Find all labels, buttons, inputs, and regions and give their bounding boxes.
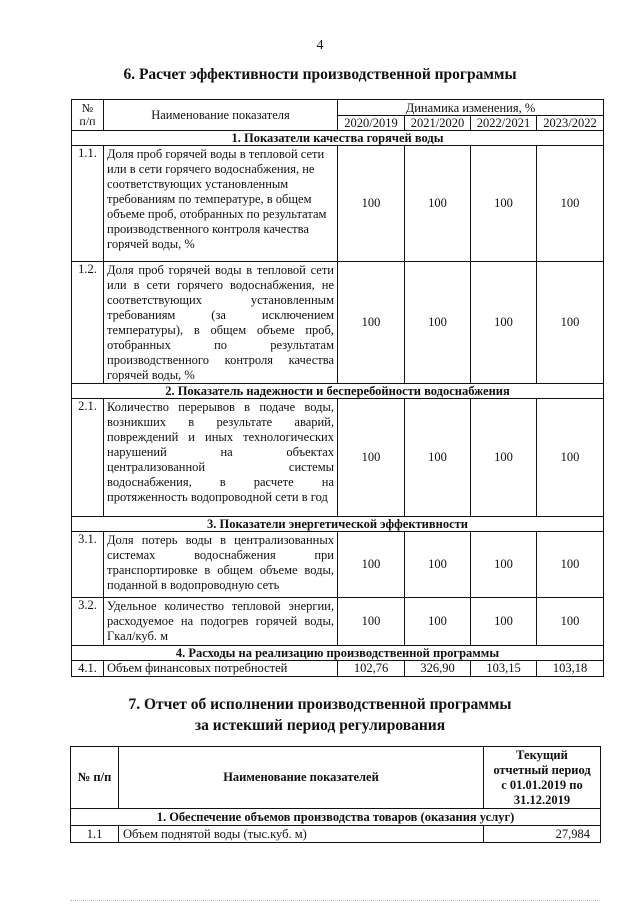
- row-value: 100: [471, 399, 537, 517]
- section-7-title-line2: за истекший период регулирования: [194, 717, 446, 734]
- row-value: 103,18: [537, 661, 604, 677]
- row-value: 100: [537, 532, 604, 598]
- header-period: Текущий отчетный период с 01.01.2019 по 31.12.2019: [484, 747, 601, 809]
- header-year: 2023/2022: [537, 116, 604, 131]
- row-name: Удельное количество тепловой энергии, расходуемое на подогрев горячей воды, Гкал/куб. м: [104, 598, 338, 646]
- section-6-title: 6. Расчет эффективности производственной программы: [123, 66, 517, 83]
- row-value: 100: [537, 598, 604, 646]
- page-number: 4: [316, 38, 324, 53]
- row-name: Доля проб горячей воды в тепловой сети или в сети горячего водоснабжения, не соответствующих установленным требованиям по температуре, в общем объеме проб, отобранных по результатам производственного контроля качества горячей воды, %: [104, 146, 338, 262]
- header-year: 2021/2020: [405, 116, 471, 131]
- table-row: [72, 399, 604, 517]
- header-name: Наименование показателей: [119, 747, 484, 809]
- section-7-title-line1: 7. Отчет об исполнении производственной программы: [128, 696, 512, 713]
- row-name: Объем поднятой воды (тыс.куб. м): [119, 826, 484, 843]
- page-bottom-divider: [70, 900, 600, 901]
- header-num: № п/п: [72, 100, 104, 131]
- group-title: 3. Показатели энергетической эффективности: [72, 517, 604, 532]
- row-name: Доля проб горячей воды в тепловой сети или в сети горячего водоснабжения, не соответствующих установленным требованиям (за исключением температуры), в общем объеме проб, отобранных по результатам производственного контроля качества горячей воды, %: [104, 262, 338, 384]
- row-value: 100: [338, 399, 405, 517]
- table-row: [72, 598, 604, 646]
- row-value: 100: [471, 532, 537, 598]
- row-num: 3.2.: [72, 598, 104, 646]
- group-title: 1. Обеспечение объемов производства товаров (оказания услуг): [71, 809, 601, 826]
- group-title: 2. Показатель надежности и бесперебойности водоснабжения: [72, 384, 604, 399]
- row-num: 1.2.: [72, 262, 104, 384]
- header-name: Наименование показателя: [104, 100, 338, 131]
- row-value: 100: [537, 146, 604, 262]
- row-value: 326,90: [405, 661, 471, 677]
- header-num: № п/п: [71, 747, 119, 809]
- row-value: 100: [471, 598, 537, 646]
- table-row: [71, 826, 601, 843]
- table-row: [72, 262, 604, 384]
- section-7-title: [0, 694, 640, 736]
- row-value: 100: [405, 598, 471, 646]
- efficiency-table: [71, 99, 604, 677]
- row-value: 100: [537, 399, 604, 517]
- row-value: 100: [405, 262, 471, 384]
- row-value: 100: [405, 399, 471, 517]
- row-value: 102,76: [338, 661, 405, 677]
- header-year: 2022/2021: [471, 116, 537, 131]
- group-title: 1. Показатели качества горячей воды: [72, 131, 604, 146]
- row-name: Количество перерывов в подаче воды, возникших в результате аварий, повреждений и иных технологических нарушений на объектах централизованной системы водоснабжения, в расчете на протяженность водопроводной сети в год: [104, 399, 338, 517]
- row-num: 2.1.: [72, 399, 104, 517]
- header-year: 2020/2019: [338, 116, 405, 131]
- row-value: 100: [537, 262, 604, 384]
- row-value: 100: [338, 598, 405, 646]
- row-num: 4.1.: [72, 661, 104, 677]
- table-row: [72, 661, 604, 677]
- row-value: 100: [405, 532, 471, 598]
- header-dynamics: Динамика изменения, %: [338, 100, 604, 116]
- row-num: 3.1.: [72, 532, 104, 598]
- row-value: 100: [471, 146, 537, 262]
- report-table: [70, 746, 601, 843]
- row-value: 100: [338, 146, 405, 262]
- row-name: Доля потерь воды в централизованных системах водоснабжения при транспортировке в общем объеме воды, поданной в водопроводную сеть: [104, 532, 338, 598]
- table-row: [72, 146, 604, 262]
- group-title: 4. Расходы на реализацию производственной программы: [72, 646, 604, 661]
- row-name: Объем финансовых потребностей: [104, 661, 338, 677]
- row-value: 103,15: [471, 661, 537, 677]
- row-value: 100: [338, 532, 405, 598]
- row-value: 100: [405, 146, 471, 262]
- row-value: 100: [338, 262, 405, 384]
- row-num: 1.1: [71, 826, 119, 843]
- row-value: 27,984: [484, 826, 601, 843]
- row-value: 100: [471, 262, 537, 384]
- table-row: [72, 532, 604, 598]
- row-num: 1.1.: [72, 146, 104, 262]
